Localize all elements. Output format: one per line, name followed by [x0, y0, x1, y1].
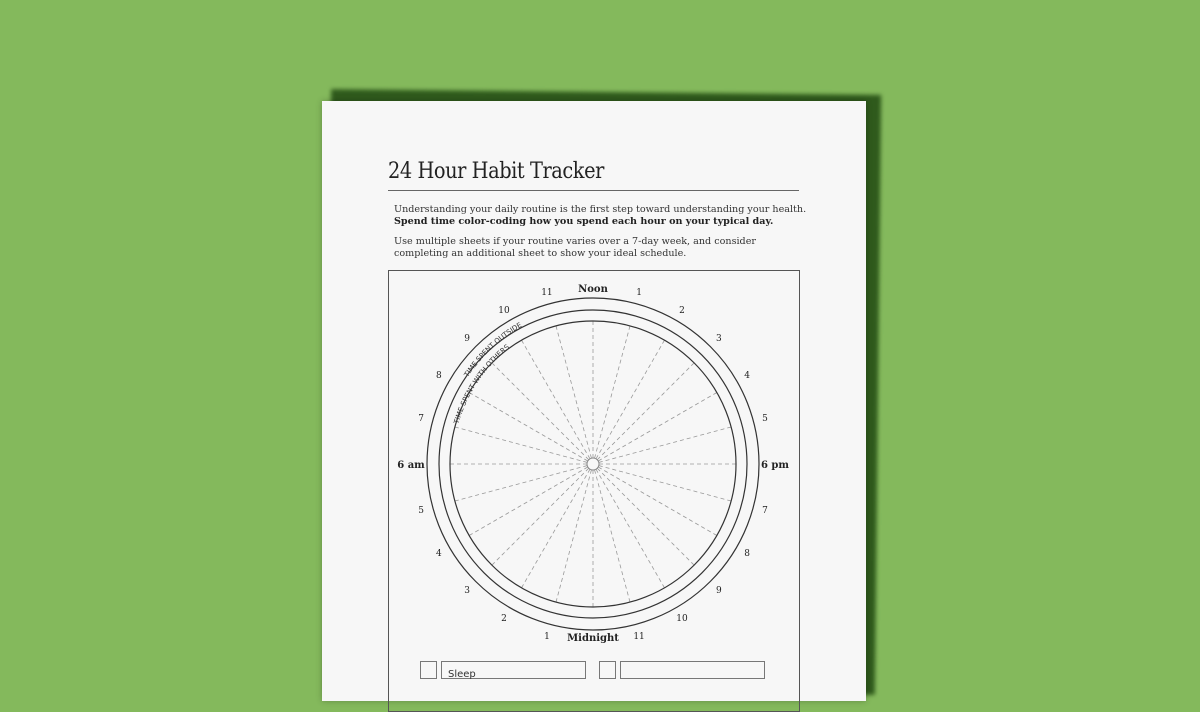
- hour-spoke: [556, 326, 591, 458]
- legend-color-swatch-2[interactable]: [599, 661, 616, 679]
- ring-label-others: TIME SPENT WITH OTHERS: [452, 343, 512, 425]
- hour-spoke: [492, 363, 589, 460]
- intro-bold-line: Spend time color-coding how you spend each hour on your typical day.: [394, 216, 774, 227]
- hour-spoke: [595, 326, 630, 458]
- hour-label: 3: [464, 585, 471, 596]
- hour-label: 4: [435, 549, 442, 559]
- legend-label-1: Sleep: [448, 669, 476, 680]
- hour-label: 1: [636, 288, 642, 299]
- hour-label: 2: [679, 305, 685, 316]
- hour-spoke: [595, 470, 630, 602]
- hour-label: 11: [633, 631, 645, 642]
- 6pm-label: 6 pm: [760, 460, 790, 471]
- hour-spoke: [455, 466, 587, 501]
- hour-label: 2: [501, 614, 507, 625]
- hour-spoke: [522, 469, 591, 588]
- hour-spoke: [598, 467, 717, 536]
- hour-label: 7: [418, 413, 424, 424]
- hour-label: 9: [464, 334, 471, 345]
- legend-label-box-2[interactable]: [620, 661, 765, 679]
- hour-spoke: [598, 393, 717, 462]
- legend-color-swatch-1[interactable]: [420, 661, 437, 679]
- hour-label: 10: [498, 305, 510, 316]
- hour-label: 4: [744, 371, 751, 381]
- hour-spoke: [455, 427, 587, 462]
- noon-label: Noon: [578, 284, 608, 295]
- worksheet-page: [322, 101, 866, 701]
- hour-label: 1: [544, 631, 550, 642]
- ring-label-outside: TIME SPENT OUTSIDE: [462, 321, 524, 379]
- note-line-2: completing an additional sheet to show your ideal schedule.: [394, 248, 687, 259]
- hour-label: 8: [435, 371, 442, 381]
- intro-line: Understanding your daily routine is the first step toward understanding your health.: [394, 204, 807, 215]
- hour-label: 11: [541, 288, 553, 299]
- center-hub: [587, 458, 599, 470]
- legend-label-box-1[interactable]: [441, 661, 586, 679]
- hour-spoke: [599, 466, 731, 501]
- hour-spoke: [469, 467, 588, 536]
- hour-spoke: [597, 363, 694, 460]
- hour-spoke: [599, 427, 731, 462]
- hour-spoke: [596, 469, 665, 588]
- hour-spoke: [597, 468, 694, 565]
- hour-label: 7: [762, 506, 768, 517]
- hour-spoke: [556, 470, 591, 602]
- hour-label: 3: [715, 334, 722, 345]
- hour-label: 9: [715, 585, 722, 596]
- hour-spoke: [596, 340, 665, 459]
- page-title: 24 Hour Habit Tracker: [388, 159, 604, 184]
- note-line-1: Use multiple sheets if your routine varies over a 7-day week, and consider: [394, 236, 756, 247]
- hour-spoke: [522, 340, 591, 459]
- hour-label: 5: [418, 506, 424, 517]
- hour-label: 8: [744, 549, 751, 559]
- clock-wheel: [322, 101, 866, 701]
- hour-spoke: [469, 393, 588, 462]
- hour-label: 10: [676, 614, 688, 625]
- 6am-label: 6 am: [397, 460, 425, 471]
- midnight-label: Midnight: [567, 633, 619, 644]
- hour-spoke: [492, 468, 589, 565]
- hour-label: 5: [762, 413, 768, 424]
